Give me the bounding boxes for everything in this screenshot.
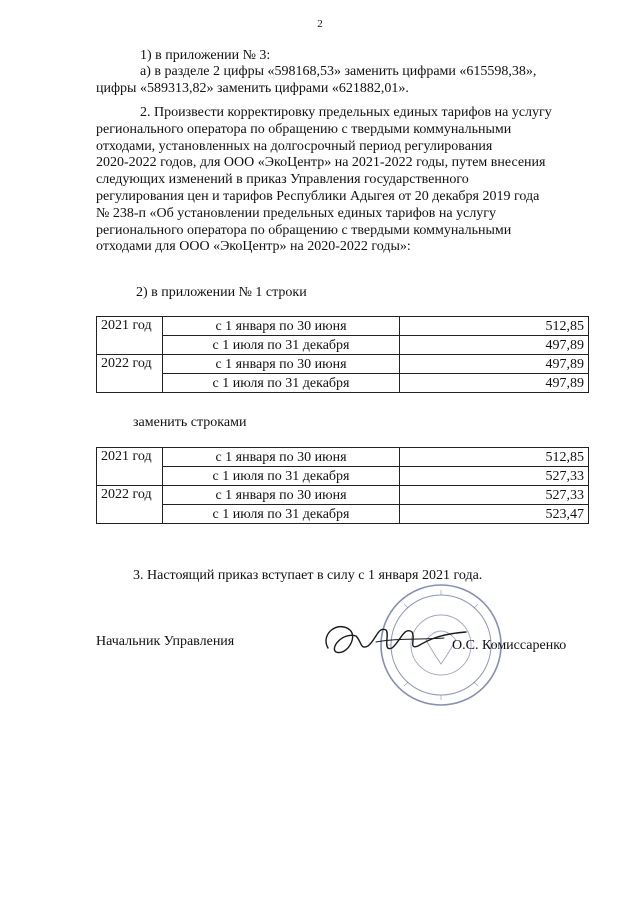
value-cell: 512,85 [400, 317, 589, 336]
page-number: 2 [317, 18, 323, 30]
period-cell: с 1 июля по 31 декабря [163, 336, 400, 355]
table-row [97, 355, 589, 374]
value-cell: 497,89 [400, 374, 589, 393]
period-cell: с 1 июля по 31 декабря [163, 505, 400, 524]
item-1a-line: а) в разделе 2 цифры «598168,53» заменить цифрами «615598,38», [140, 64, 537, 79]
value-cell: 497,89 [400, 336, 589, 355]
item-2-sub: 2) в приложении № 1 строки [136, 285, 307, 300]
item-2-line: регионального оператора по обращению с твердыми коммунальными [96, 222, 512, 238]
tariff-table-new [96, 447, 589, 524]
item-2-line: регионального оператора по обращению с твердыми коммунальными [96, 121, 512, 137]
item-2-paragraph [96, 105, 589, 256]
table-row [97, 448, 589, 467]
item-2-line: № 238-п «Об установлении предельных единых тарифов на услугу [96, 205, 497, 221]
table-row [97, 336, 589, 355]
table-row [97, 374, 589, 393]
period-cell: с 1 января по 30 июня [163, 486, 400, 505]
item-2-line: следующих изменений в приказ Управления государственного [96, 172, 469, 188]
item-3: 3. Настоящий приказ вступает в силу с 1 января 2021 года. [133, 568, 483, 583]
tariff-table-old [96, 316, 589, 393]
item-2-line: 2. Произвести корректировку предельных единых тарифов на услугу [140, 105, 552, 120]
year-cell: 2021 год [97, 317, 163, 355]
table-row [97, 486, 589, 505]
table-row [97, 317, 589, 336]
signatory-title: Начальник Управления [96, 634, 235, 649]
table-row [97, 467, 589, 486]
item-2-line: 2020-2022 годов, для ООО «ЭкоЦентр» на 2021-2022 годы, путем внесения [96, 155, 546, 171]
table-row [97, 505, 589, 524]
period-cell: с 1 января по 30 июня [163, 317, 400, 336]
item-1a-line: цифры «589313,82» заменить цифрами «621882,01». [96, 80, 409, 96]
value-cell: 512,85 [400, 448, 589, 467]
value-cell: 527,33 [400, 467, 589, 486]
period-cell: с 1 июля по 31 декабря [163, 467, 400, 486]
replace-label: заменить строками [133, 415, 247, 430]
item-2-line: отходами, установленных на долгосрочный период регулирования [96, 138, 493, 154]
signatory-name: О.С. Комиссаренко [452, 638, 567, 653]
item-2-line: отходами для ООО «ЭкоЦентр» на 2020-2022 годы»: [96, 239, 411, 255]
year-cell: 2021 год [97, 448, 163, 486]
value-cell: 497,89 [400, 355, 589, 374]
item-1: 1) в приложении № 3: [140, 48, 271, 63]
year-cell: 2022 год [97, 486, 163, 524]
item-2-line: регулирования цен и тарифов Республики Адыгея от 20 декабря 2019 года [96, 188, 540, 204]
item-1a [96, 64, 589, 98]
period-cell: с 1 января по 30 июня [163, 355, 400, 374]
value-cell: 523,47 [400, 505, 589, 524]
year-cell: 2022 год [97, 355, 163, 393]
value-cell: 527,33 [400, 486, 589, 505]
period-cell: с 1 июля по 31 декабря [163, 374, 400, 393]
period-cell: с 1 января по 30 июня [163, 448, 400, 467]
